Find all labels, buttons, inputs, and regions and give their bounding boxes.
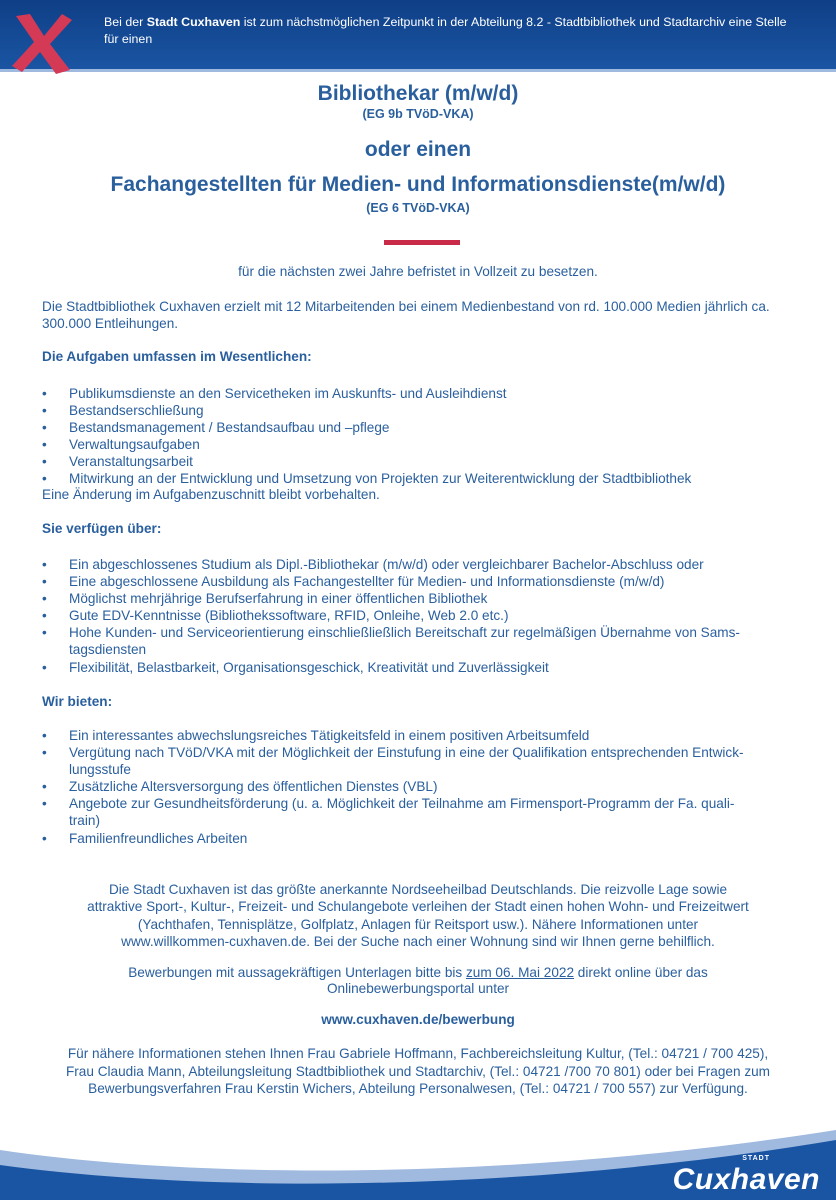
header-band (0, 0, 836, 72)
list-item: • Hohe Kunden- und Serviceorientierung einschließließlich Bereitschaft zur regelmäßigen Übernahme von Sams- tagsdiensten (42, 625, 740, 658)
tasks-note: Eine Änderung im Aufgabenzuschnitt bleibt vorbehalten. (42, 487, 380, 502)
requirements-heading: Sie verfügen über: (42, 521, 162, 536)
cuxhaven-x-logo-icon (10, 12, 74, 74)
list-item: • Ein interessantes abwechslungsreiches Tätigkeitsfeld in einem positiven Arbeitsumfeld (42, 728, 590, 743)
list-item: • Vergütung nach TVöD/VKA mit der Möglichkeit der Einstufung in eine der Qualifikation entsprechenden Entwick- lungsstufe (42, 745, 744, 778)
job-title-secondary: Fachangestellten für Medien- und Informationsdienste(m/w/d) (110, 173, 726, 196)
city-line-2: attraktive Sport-, Kultur-, Freizeit- und Schulangebote verleihen der Stadt einen hohen Wohn- und Freizeitwert (87, 899, 749, 914)
list-item: • Familienfreundliches Arbeiten (42, 830, 248, 846)
job-title-secondary-grade: (EG 6 TVöD-VKA) (366, 201, 470, 215)
contact-line-1: Für nähere Informationen stehen Ihnen Frau Gabriele Hoffmann, Fachbereichsleitung Kultur, (Tel.: 04721 / 700 425), (67, 1046, 769, 1061)
list-item: • Zusätzliche Altersversorgung des öffentlichen Dienstes (VBL) (42, 779, 438, 795)
requirements-list (42, 556, 812, 676)
term-text: für die nächsten zwei Jahre befristet in Vollzeit zu besetzen. (238, 264, 598, 279)
tasks-heading: Die Aufgaben umfassen im Wesentlichen: (42, 349, 312, 364)
list-item: • Publikumsdienste an den Servicetheken im Auskunfts- und Ausleihdienst (42, 386, 507, 401)
job-title-connector: oder einen (364, 138, 472, 161)
about-text: Die Stadtbibliothek Cuxhaven erzielt mit 12 Mitarbeitenden bei einem Medienbestand von rd. 100.000 Medien jährlich ca. 300.000 Entleihungen. (42, 299, 770, 331)
title-divider (384, 240, 460, 245)
apply-deadline: zum 06. Mai 2022 (465, 965, 575, 980)
offers-heading: Wir bieten: (42, 694, 113, 709)
list-item: • Gute EDV-Kenntnisse (Bibliothekssoftware, RFID, Onleihe, Web 2.0 etc.) (42, 608, 509, 624)
list-item: • Eine abgeschlossene Ausbildung als Fachangestellter für Medien- und Informationsdienste (m/w/d) (42, 574, 665, 590)
list-item: • Möglichst mehrjährige Berufserfahrung in einer öffentlichen Bibliothek (42, 591, 488, 607)
list-item: • Verwaltungsaufgaben (42, 437, 200, 453)
list-item: • Veranstaltungsarbeit (42, 454, 193, 470)
list-item: • Flexibilität, Belastbarkeit, Organisationsgeschick, Kreativität und Zuverlässigkeit (42, 659, 549, 675)
city-line-3: (Yachthafen, Tennisplätze, Golfplatz, Anlagen für Reitsport usw.). Nähere Informationen unter (137, 917, 699, 932)
footer-logo-small-text: STADT (742, 1155, 770, 1162)
apply-url-link[interactable]: www.cuxhaven.de/bewerbung (321, 1012, 515, 1027)
contact-line-3: Bewerbungsverfahren Frau Kerstin Wichers, Abteilung Personalwesen, (Tel.: 04721 / 700 557) zur Verfügung. (88, 1081, 748, 1096)
city-line-1: Die Stadt Cuxhaven ist das größte anerkannte Nordseeheilbad Deutschlands. Die reizvolle Lage sowie (108, 882, 728, 897)
job-title-primary: Bibliothekar (m/w/d) (317, 82, 519, 105)
apply-line-2: Onlinebewerbungsportal unter (326, 981, 510, 996)
list-item: • Mitwirkung an der Entwicklung und Umsetzung von Projekten zur Weiterentwicklung der Stadtbibliothek (42, 471, 692, 487)
job-title-primary-grade: (EG 9b TVöD-VKA) (362, 107, 474, 121)
offers-list (42, 727, 812, 847)
list-item: • Ein abgeschlossenes Studium als Dipl.-Bibliothekar (m/w/d) oder vergleichbarer Bachelor-Abschluss oder (42, 557, 704, 572)
list-item: • Angebote zur Gesundheitsförderung (u. a. Möglichkeit der Teilnahme am Firmensport-Programm der Fa. quali- train) (42, 796, 735, 829)
city-line-4: www.willkommen-cuxhaven.de. Bei der Suche nach einer Wohnung sind wir Ihnen gerne behilflich. (121, 934, 715, 949)
contact-line-2: Frau Claudia Mann, Abteilungsleitung Stadtbibliothek und Stadtarchiv, (Tel.: 04721 /700 70 801) oder bei Fragen zum (65, 1064, 771, 1079)
intro-text: Bei der Stadt Cuxhaven ist zum nächstmöglichen Zeitpunkt in der Abteilung 8.2 - Stadtbibliothek und Stadtarchiv eine Stelle für einen (104, 15, 787, 46)
tasks-list (42, 385, 812, 488)
list-item: • Bestandsmanagement / Bestandsaufbau und –pflege (42, 420, 390, 436)
cuxhaven-footer-logo: Cuxhaven (672, 1163, 820, 1196)
list-item: • Bestandserschließung (42, 403, 204, 419)
apply-line-1: Bewerbungen mit aussagekräftigen Unterlagen bitte bis zum 06. Mai 2022 direkt online über das (128, 965, 708, 980)
